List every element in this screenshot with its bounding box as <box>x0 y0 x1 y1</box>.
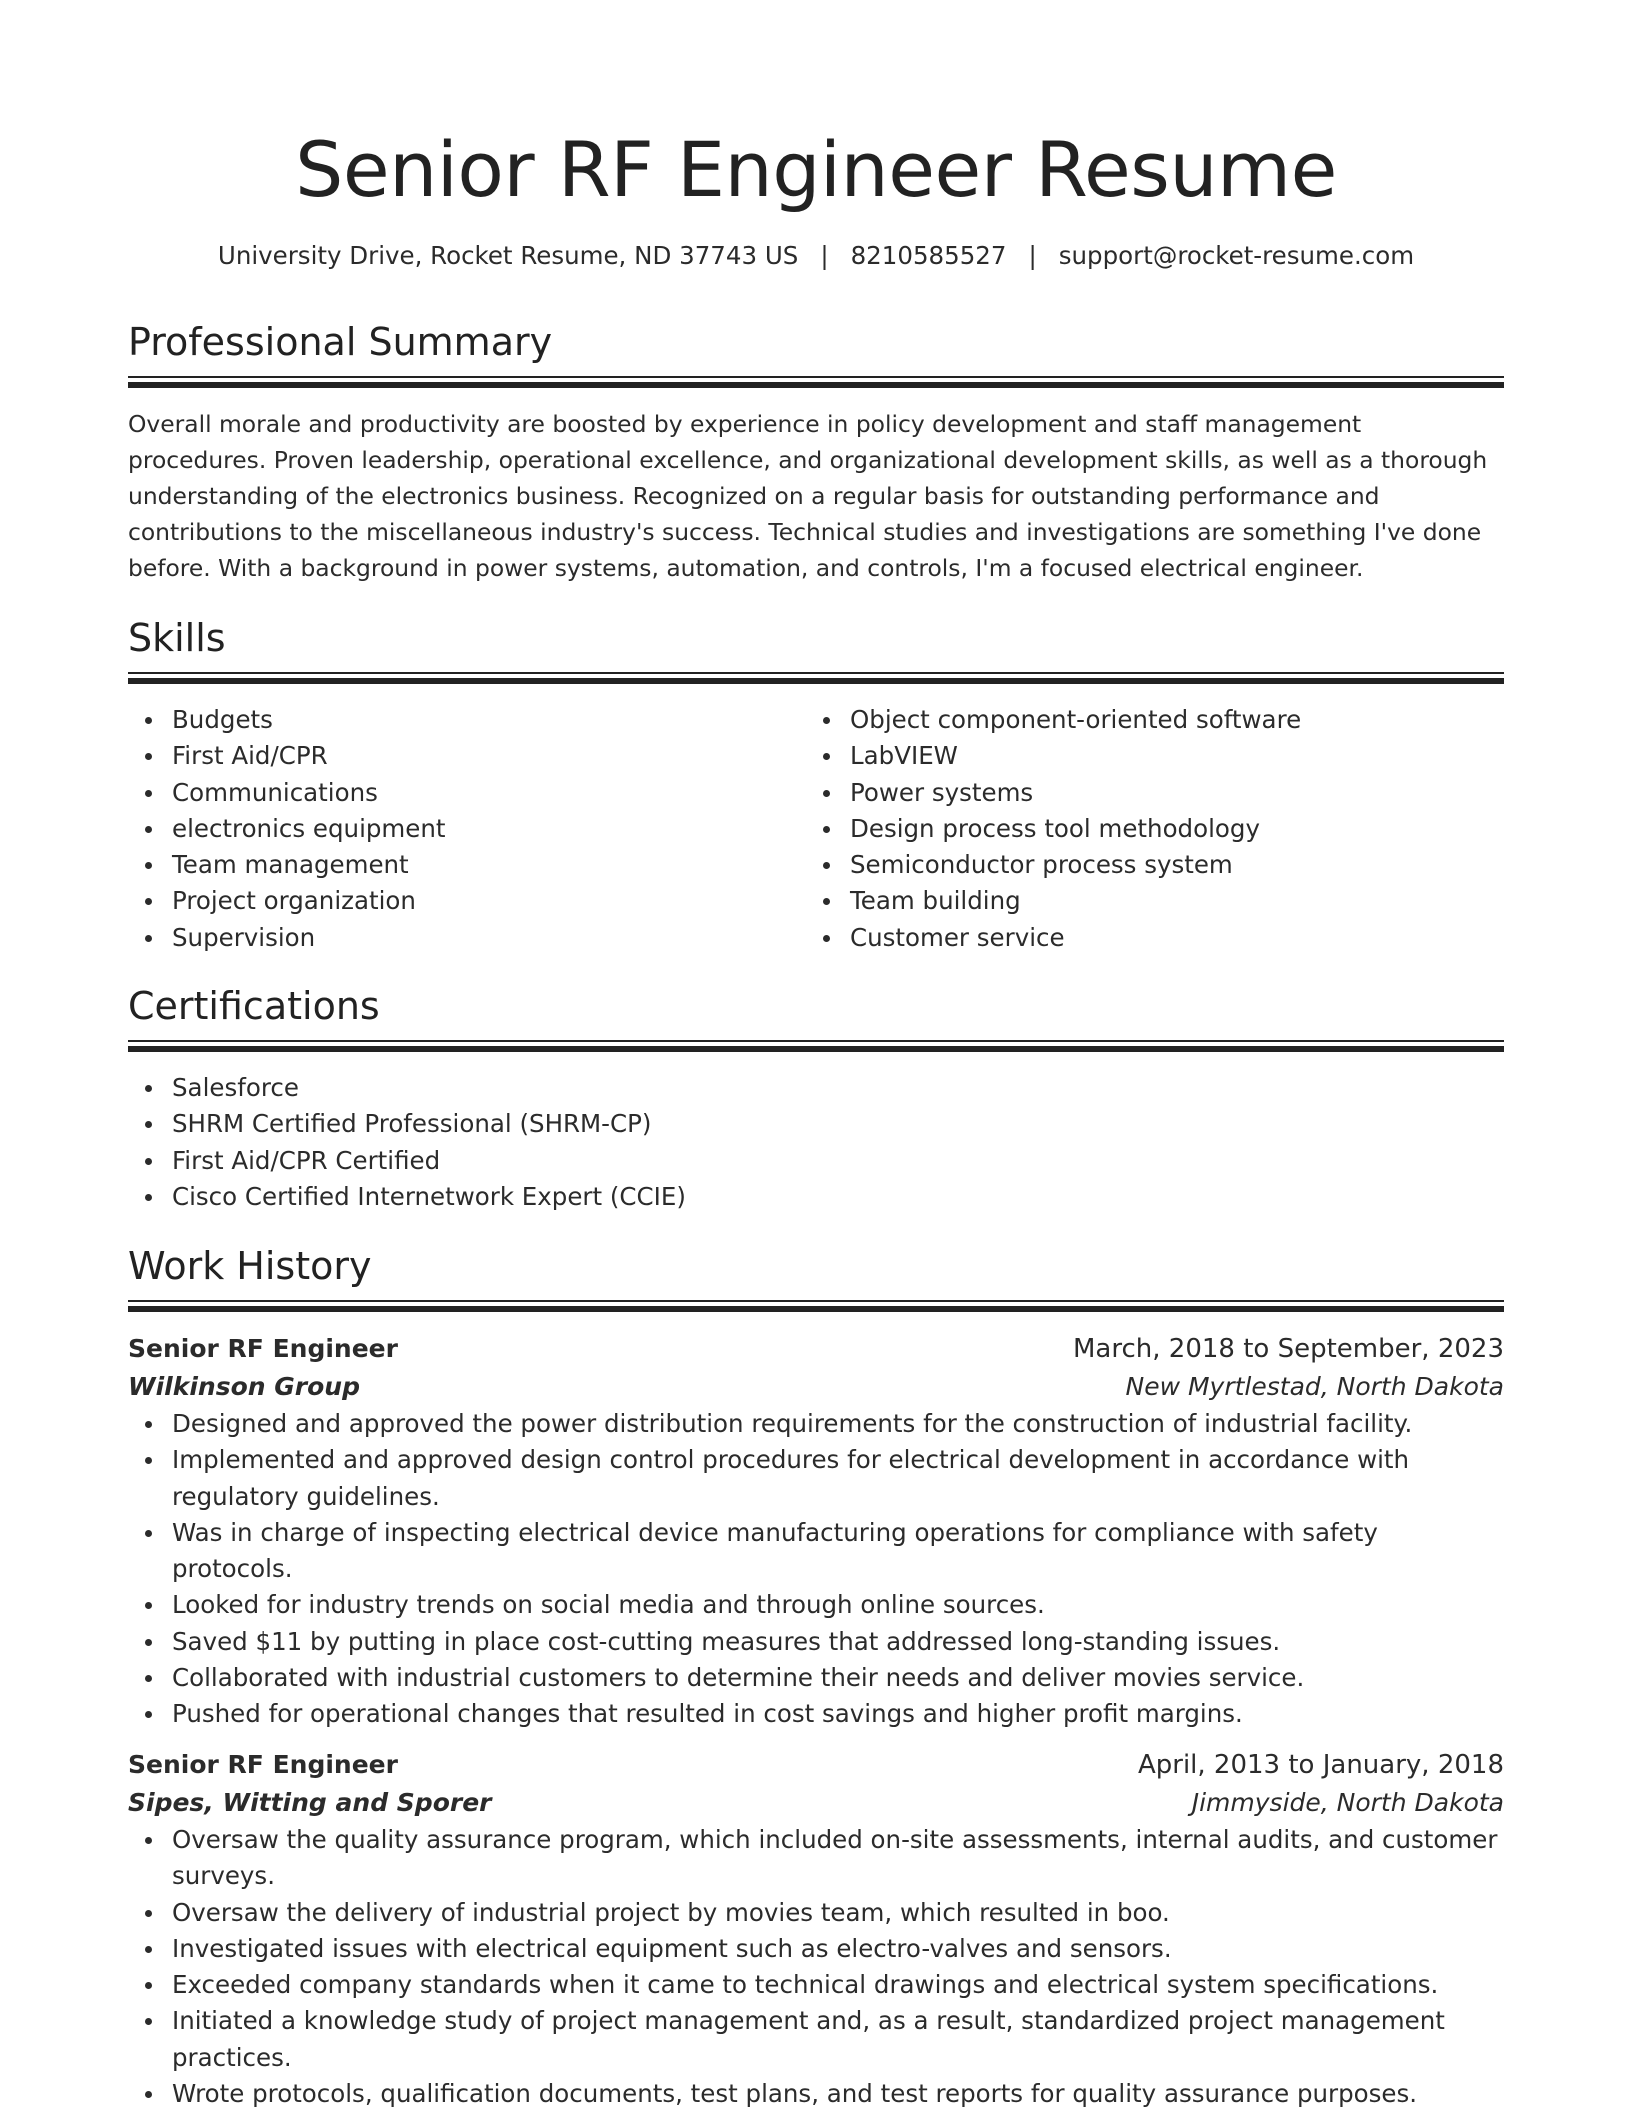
certification-item: SHRM Certified Professional (SHRM-CP) <box>128 1106 1504 1142</box>
job-entry <box>128 1746 1504 2112</box>
skill-item: Semiconductor process system <box>806 847 1484 883</box>
contact-email: support@rocket-resume.com <box>1058 241 1415 270</box>
section-heading-certifications: Certifications <box>128 984 380 1028</box>
certification-item: Salesforce <box>128 1070 1504 1106</box>
section-rule <box>128 1300 1504 1312</box>
certification-item: Cisco Certified Internetwork Expert (CCIE) <box>128 1179 1504 1215</box>
job-title: Senior RF Engineer <box>128 1334 398 1363</box>
contact-separator: | <box>820 241 829 270</box>
skill-item: Design process tool methodology <box>806 811 1484 847</box>
section-rule <box>128 1040 1504 1052</box>
job-company-row <box>128 1368 1504 1406</box>
contact-address: University Drive, Rocket Resume, ND 37743 US <box>217 241 799 270</box>
section-rule <box>128 376 1504 388</box>
skill-item: Team management <box>128 847 806 883</box>
skill-item: Object component-oriented software <box>806 702 1484 738</box>
skill-item: Supervision <box>128 920 806 956</box>
job-bullet: Looked for industry trends on social media and through online sources. <box>128 1587 1504 1623</box>
job-bullet: Was in charge of inspecting electrical device manufacturing operations for compliance with safety protocols. <box>128 1515 1504 1588</box>
job-header-row <box>128 1746 1504 1784</box>
section-heading-work-history: Work History <box>128 1244 372 1288</box>
job-bullet: Investigated issues with electrical equipment such as electro-valves and sensors. <box>128 1931 1504 1967</box>
job-bullet: Oversaw the delivery of industrial project by movies team, which resulted in boo. <box>128 1895 1504 1931</box>
job-company: Sipes, Witting and Sporer <box>128 1788 492 1817</box>
job-bullet: Designed and approved the power distribution requirements for the construction of industrial facility. <box>128 1406 1504 1442</box>
resume-title: Senior RF Engineer Resume <box>295 125 1337 214</box>
skill-item: Budgets <box>128 702 806 738</box>
skill-item: Project organization <box>128 883 806 919</box>
job-bullet: Wrote protocols, qualification documents, test plans, and test reports for quality assurance purposes. <box>128 2076 1504 2112</box>
skill-item: electronics equipment <box>128 811 806 847</box>
contact-line <box>128 240 1504 272</box>
job-location: Jimmyside, North Dakota <box>1191 1788 1504 1817</box>
job-bullets <box>128 1822 1504 2112</box>
job-header-row <box>128 1330 1504 1368</box>
skill-item: Team building <box>806 883 1484 919</box>
skill-item: Power systems <box>806 775 1484 811</box>
job-company-row <box>128 1784 1504 1822</box>
job-bullet: Saved $11 by putting in place cost-cutting measures that addressed long-standing issues. <box>128 1624 1504 1660</box>
skill-item: Customer service <box>806 920 1484 956</box>
job-dates: April, 2013 to January, 2018 <box>1137 1750 1504 1780</box>
job-bullet: Collaborated with industrial customers to determine their needs and deliver movies service. <box>128 1660 1504 1696</box>
skill-item: Communications <box>128 775 806 811</box>
job-entry <box>128 1330 1504 1733</box>
job-company: Wilkinson Group <box>128 1372 360 1401</box>
job-dates: March, 2018 to September, 2023 <box>1073 1334 1504 1364</box>
job-location: New Myrtlestad, North Dakota <box>1125 1372 1504 1401</box>
job-title: Senior RF Engineer <box>128 1750 398 1779</box>
contact-separator: | <box>1028 241 1037 270</box>
skill-item: First Aid/CPR <box>128 738 806 774</box>
certification-item: First Aid/CPR Certified <box>128 1143 1504 1179</box>
skill-item: LabVIEW <box>806 738 1484 774</box>
job-bullet: Exceeded company standards when it came to technical drawings and electrical system specifications. <box>128 1967 1504 2003</box>
skills-list-left <box>128 702 806 956</box>
skills-list-right <box>806 702 1484 956</box>
job-bullet: Initiated a knowledge study of project management and, as a result, standardized project management practices. <box>128 2003 1504 2076</box>
section-heading-skills: Skills <box>128 616 226 660</box>
job-bullet: Implemented and approved design control procedures for electrical development in accordance with regulatory guidelines. <box>128 1442 1504 1515</box>
section-rule <box>128 672 1504 684</box>
certifications-list <box>128 1070 1504 1215</box>
job-bullets <box>128 1406 1504 1733</box>
contact-phone: 8210585527 <box>850 241 1007 270</box>
summary-text: Overall morale and productivity are boosted by experience in policy development and staff management procedures. Proven leadership, operational excellence, and organizational development skills, as well as a thorough understanding of the electronics business. Recognized on a regular basis for outstanding performance and contributions to the miscellaneous industry's success. Technical studies and investigations are something I've done before. With a background in power systems, automation, and controls, I'm a focused electrical engineer. <box>128 410 1488 582</box>
section-heading-summary: Professional Summary <box>128 320 553 364</box>
job-bullet: Pushed for operational changes that resulted in cost savings and higher profit margins. <box>128 1696 1504 1732</box>
job-bullet: Oversaw the quality assurance program, which included on-site assessments, internal audits, and customer surveys. <box>128 1822 1504 1895</box>
